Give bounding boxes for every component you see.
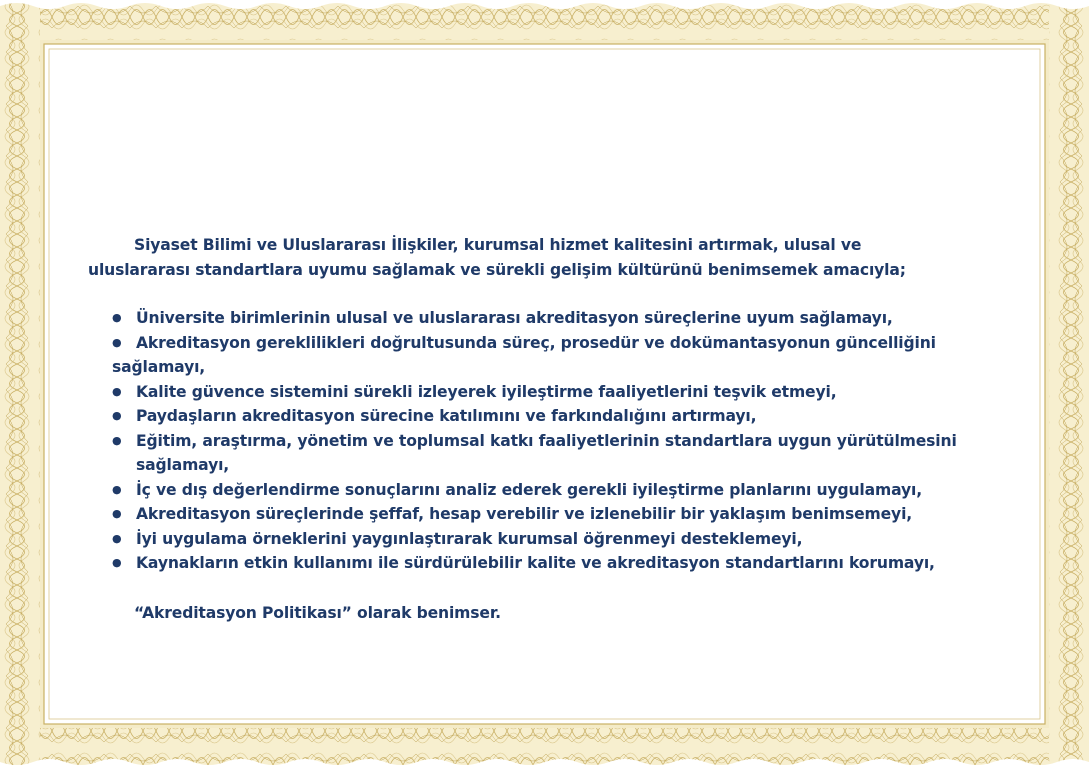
list-item	[88, 527, 988, 552]
list-item	[88, 331, 988, 380]
list-item-text: İyi uygulama örneklerini yaygınlaştırarak kurumsal öğrenmeyi desteklemeyi,	[136, 529, 803, 548]
list-item	[88, 429, 988, 478]
list-item-text: Eğitim, araştırma, yönetim ve toplumsal katkı faaliyetlerinin standartlara uygun yürütülmesini	[136, 431, 957, 450]
list-item	[88, 502, 988, 527]
bullet-icon: ●	[112, 531, 122, 545]
policy-bullet-list	[88, 306, 988, 576]
bullet-icon: ●	[112, 311, 122, 324]
list-item	[88, 306, 988, 331]
closing-statement: “Akreditasyon Politikası” olarak benimser.	[134, 603, 501, 622]
list-item-text: Paydaşların akreditasyon sürecine katılımını ve farkındalığını artırmayı,	[136, 407, 757, 425]
list-item	[88, 380, 988, 405]
bullet-icon: ●	[112, 556, 122, 569]
list-item-text: Akreditasyon süreçlerinde şeffaf, hesap verebilir ve izlenebilir bir yaklaşım benimsemeyi,	[136, 505, 913, 523]
list-item	[88, 551, 988, 576]
list-item-text-continued: sağlamayı,	[112, 358, 206, 376]
bullet-icon: ●	[112, 433, 122, 447]
bullet-icon: ●	[112, 507, 122, 520]
list-item-text: İç ve dış değerlendirme sonuçlarını analiz ederek gerekli iyileştirme planlarını uygulamayı,	[136, 480, 922, 499]
list-item-text-continued: sağlamayı,	[136, 456, 230, 474]
bullet-icon: ●	[112, 409, 122, 422]
bullet-icon: ●	[112, 335, 122, 349]
list-item	[88, 478, 988, 503]
intro-paragraph	[88, 233, 988, 282]
intro-line-2: uluslararası standartlara uyumu sağlamak ve sürekli gelişim kültürünü benimsemek amacıyla;	[88, 260, 906, 279]
intro-line-1: Siyaset Bilimi ve Uluslararası İlişkiler, kurumsal hizmet kalitesini artırmak, ulusal ve	[134, 236, 862, 254]
list-item-text: Kaynakların etkin kullanımı ile sürdürülebilir kalite ve akreditasyon standartlarını korumayı,	[136, 554, 935, 572]
bullet-icon: ●	[112, 482, 122, 496]
bullet-icon: ●	[112, 384, 122, 398]
list-item-text: Kalite güvence sistemini sürekli izleyerek iyileştirme faaliyetlerini teşvik etmeyi,	[136, 382, 837, 401]
list-item-text: Üniversite birimlerinin ulusal ve uluslararası akreditasyon süreçlerine uyum sağlamayı,	[136, 309, 893, 327]
list-item-text: Akreditasyon gereklilikleri doğrultusunda süreç, prosedür ve dokümantasyonun güncelliğini	[136, 333, 936, 352]
list-item	[88, 404, 988, 429]
policy-text	[88, 233, 988, 625]
